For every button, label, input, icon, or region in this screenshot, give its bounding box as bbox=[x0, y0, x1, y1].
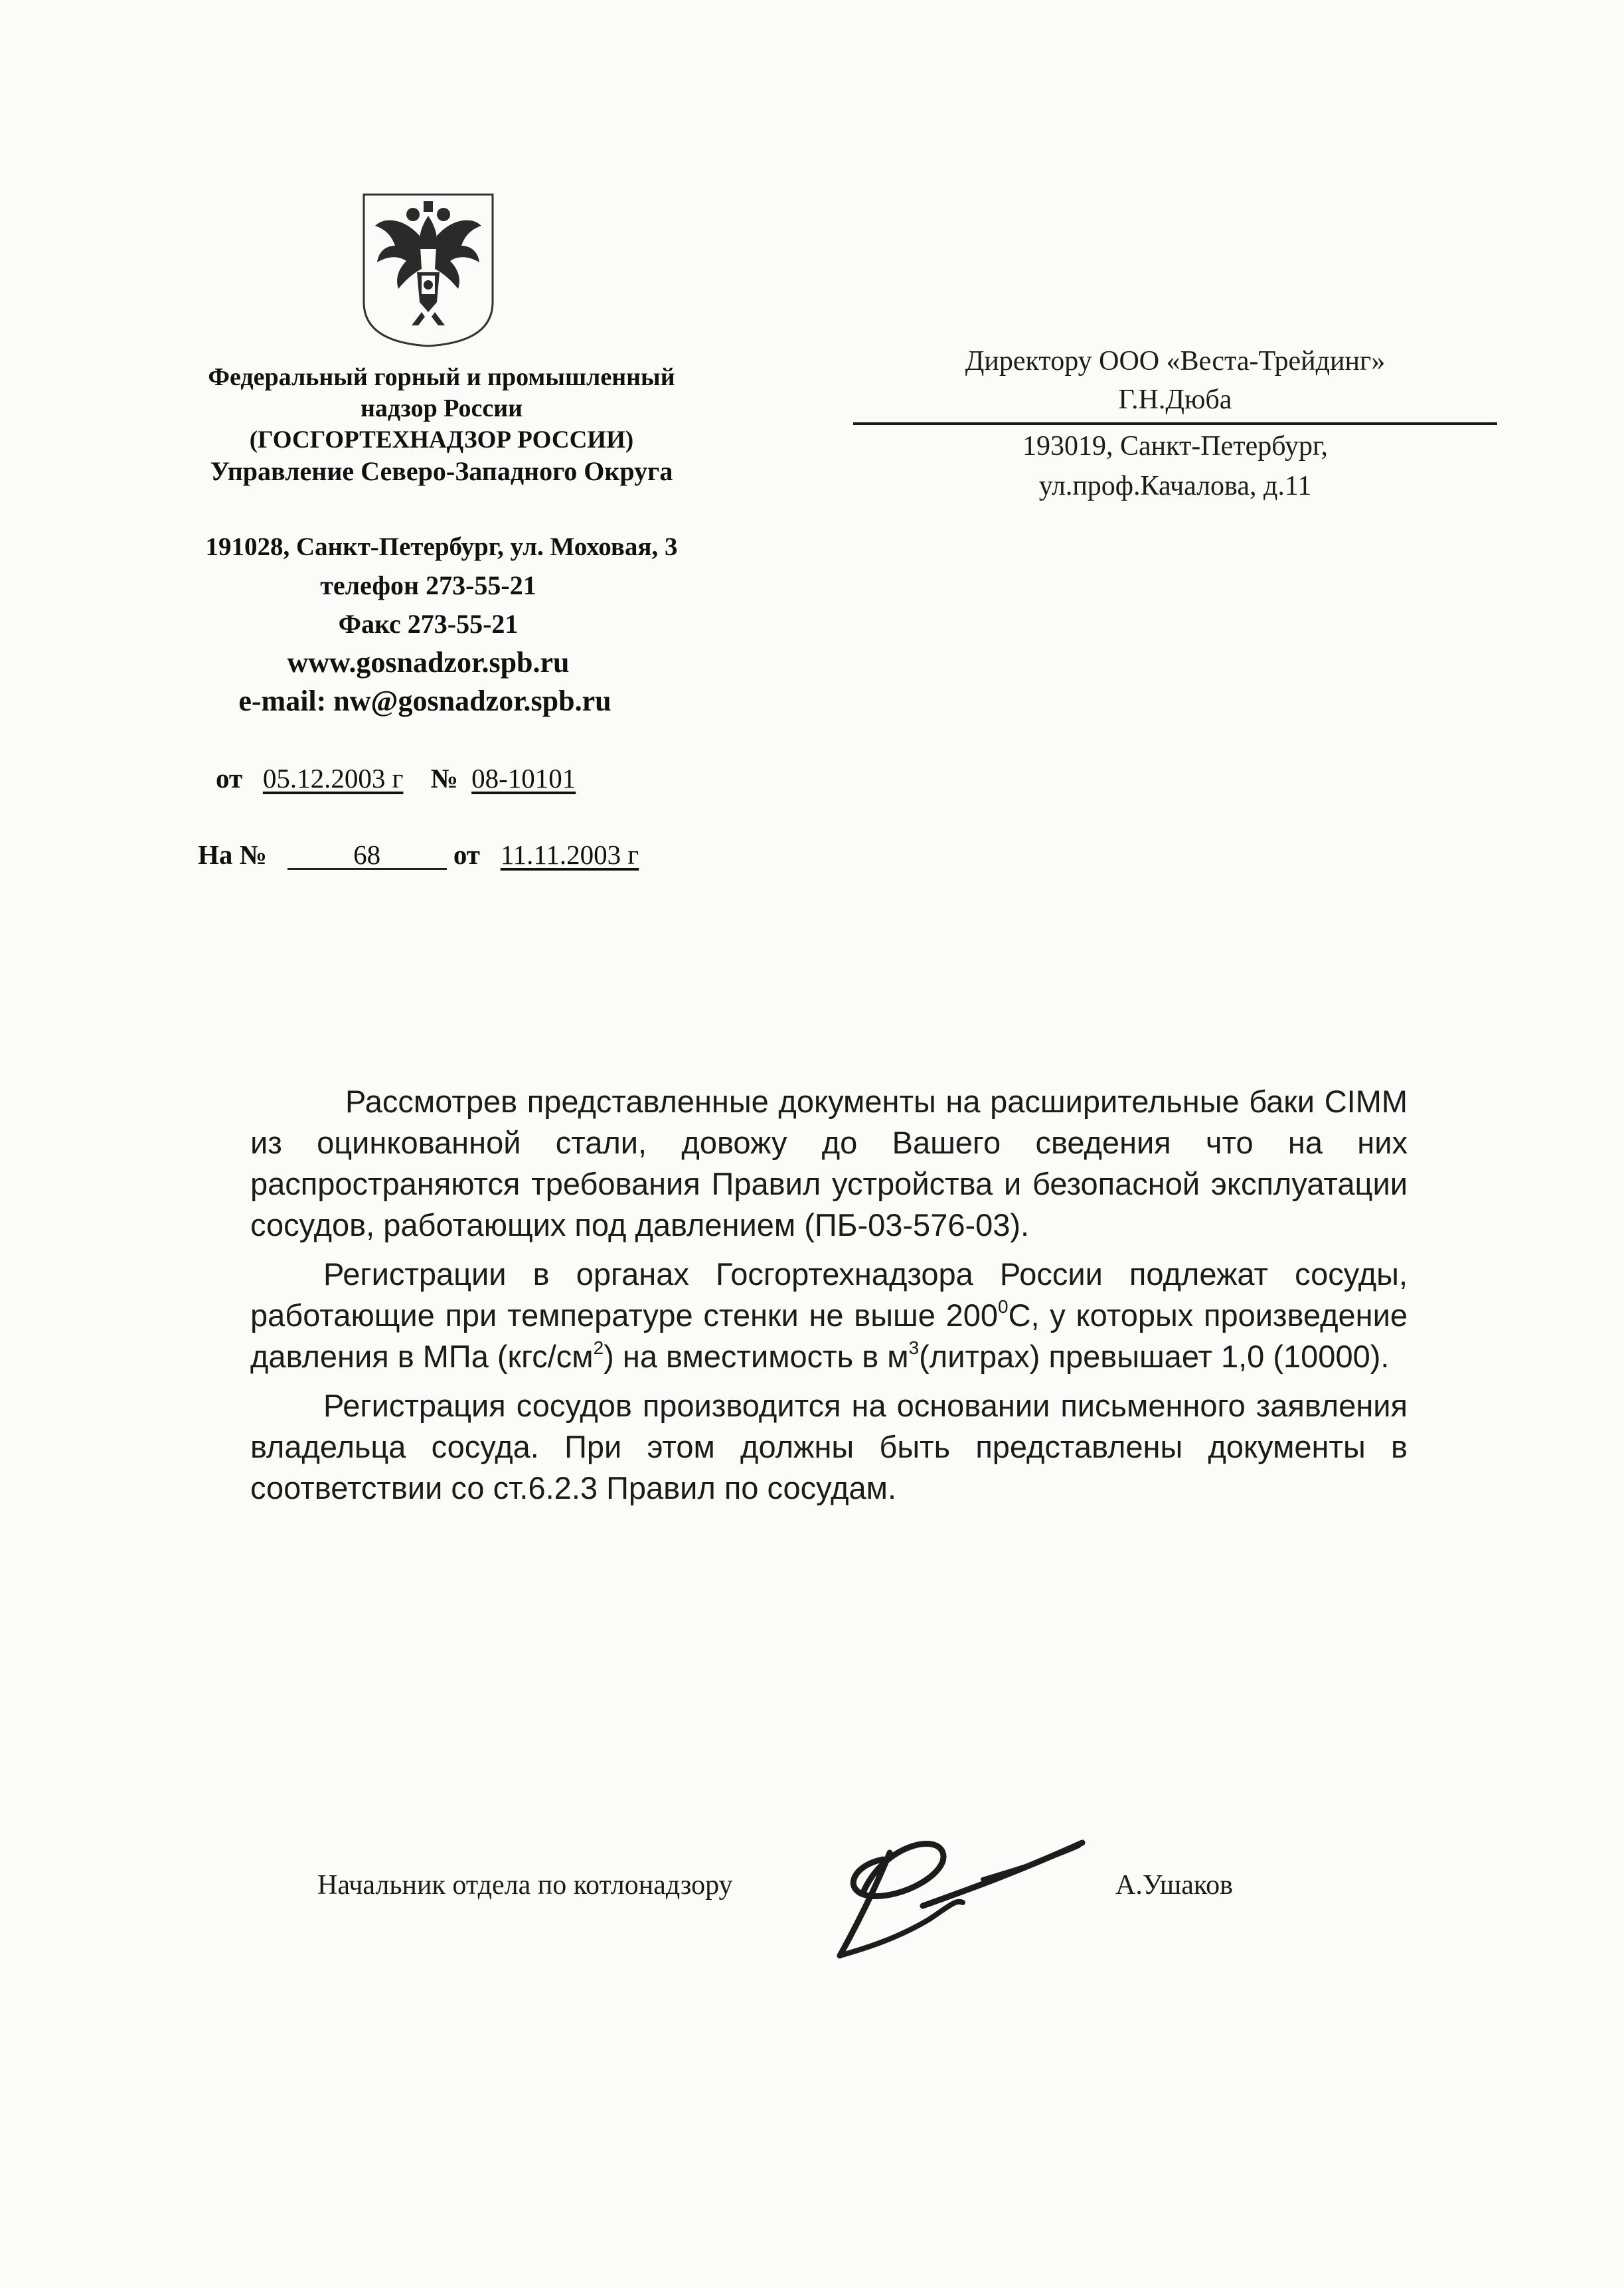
signatory-name: А.Ушаков bbox=[1115, 1870, 1233, 1901]
body-paragraph: Регистрация сосудов производится на основании письменного заявления владельца сосуда. При этом должны быть представлены документы в соответствии со ст.6.2.3 Правил по сосудам. bbox=[250, 1388, 1408, 1505]
body-text-run: Регистрации в органах Госгортехнадзора России подлежат сосуды, работающие при температуре стенки не выше 200 bbox=[250, 1256, 1408, 1333]
ref-number: 08-10101 bbox=[471, 763, 576, 794]
superscript: 3 bbox=[908, 1337, 920, 1358]
ref-from-label: от bbox=[216, 763, 243, 794]
sender-contacts bbox=[106, 528, 777, 720]
sender-org-line: Управление Северо-Западного Округа bbox=[210, 456, 673, 486]
signatory-title: Начальник отдела по котлонадзору bbox=[317, 1870, 733, 1901]
sender-fax: Факс 273-55-21 bbox=[338, 609, 519, 639]
sender-org-line: Федеральный горный и промышленный bbox=[208, 363, 675, 391]
outgoing-reference bbox=[216, 762, 576, 794]
reply-label: На № bbox=[198, 839, 267, 870]
superscript: 0 bbox=[998, 1296, 1009, 1317]
recipient-address-street: ул.проф.Качалова, д.11 bbox=[1038, 471, 1312, 501]
body-text-run: ) на вместимость в м bbox=[604, 1339, 909, 1374]
reply-number: 68 bbox=[287, 839, 447, 870]
recipient-name: Г.Н.Дюба bbox=[1118, 384, 1232, 415]
state-emblem-icon bbox=[359, 189, 498, 349]
sender-organization bbox=[106, 362, 777, 487]
reply-from-label: от bbox=[453, 839, 480, 870]
sender-org-line: надзор России bbox=[360, 394, 523, 422]
ref-date: 05.12.2003 г bbox=[262, 763, 404, 794]
sender-address: 191028, Санкт-Петербург, ул. Моховая, 3 bbox=[205, 533, 678, 561]
sender-email: e-mail: nw@gosnadzor.spb.ru bbox=[238, 685, 611, 717]
ref-no-label: № bbox=[430, 763, 458, 794]
recipient-address-city: 193019, Санкт-Петербург, bbox=[1022, 431, 1329, 462]
superscript: 2 bbox=[593, 1337, 604, 1358]
reply-date: 11.11.2003 г bbox=[500, 839, 639, 870]
handwritten-signature bbox=[823, 1806, 1109, 1972]
recipient-divider bbox=[853, 422, 1497, 425]
sender-org-line: (ГОСГОРТЕХНАДЗОР РОССИИ) bbox=[249, 426, 634, 454]
sender-website: www.gosnadzor.spb.ru bbox=[287, 646, 570, 679]
body-text-run: С, у которых произведение давления в МПа (кгс/см bbox=[250, 1298, 1408, 1374]
letter-body bbox=[250, 1081, 1408, 1517]
body-text-run: (литрах) превышает 1,0 (10000). bbox=[919, 1339, 1390, 1374]
recipient-title: Директору ООО «Веста-Трейдинг» bbox=[965, 346, 1386, 377]
sender-phone: телефон 273-55-21 bbox=[320, 570, 536, 600]
body-paragraph: Рассмотрев представленные документы на расширительные баки CIMM из оцинкованной стали, довожу до Вашего сведения что на них распространяются требования Правил устройства и безопасной эксплуатации сосудов, работающих под давлением (ПБ-03-576-03). bbox=[250, 1084, 1408, 1242]
body-paragraph bbox=[250, 1254, 1408, 1377]
reply-reference bbox=[198, 839, 639, 871]
